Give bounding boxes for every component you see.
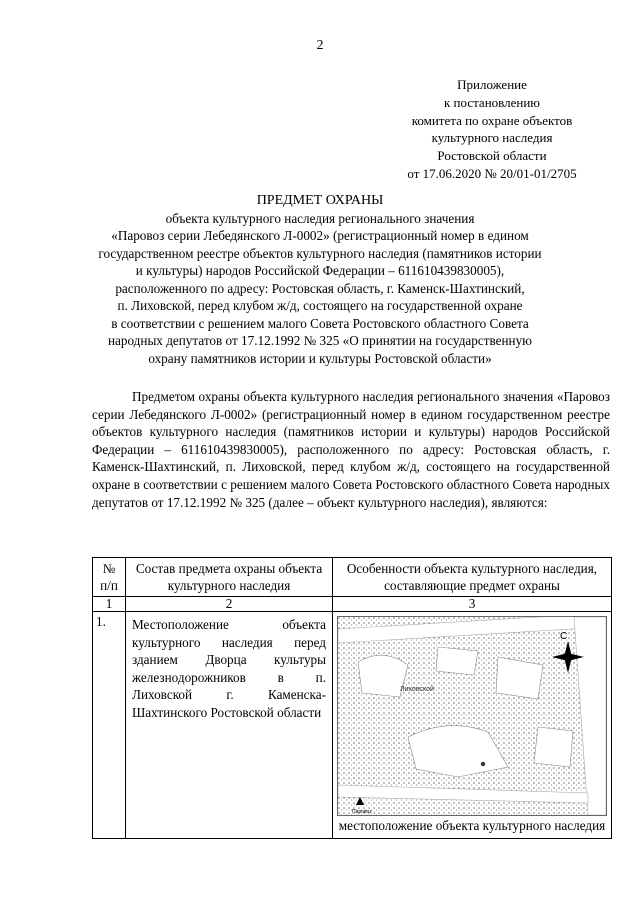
appendix-line: от 17.06.2020 № 20/01-01/2705 <box>407 165 577 181</box>
appendix-line: Приложение <box>457 77 527 92</box>
heading-line: расположенного по адресу: Ростовская область, г. Каменск-Шахтинский, <box>115 280 525 296</box>
compass-label: С <box>560 631 568 642</box>
row-number: 1. <box>93 612 126 839</box>
row-description: Местоположение объекта культурного наследия перед зданием Дворца культуры железнодорожников в п. Лиховской г. Каменска-Шахтинского Ростовской области <box>126 612 333 839</box>
appendix-block <box>368 76 616 183</box>
appendix-line: комитета по охране объектов <box>411 112 573 128</box>
appendix-line: культурного наследия <box>431 130 553 146</box>
page-number: 2 <box>316 38 324 53</box>
protection-subject-table <box>92 557 612 839</box>
heading-line: охрану памятников истории и культуры Ростовской области» <box>148 350 492 366</box>
body-paragraph: Предметом охраны объекта культурного наследия регионального значения «Паровоз серии Лебедянского Л-0002» (регистрационный номер в едином государственном реестре объектов культурного наследия (памятников истории и культуры) народов Российской Федерации – 611610439830005), расположенного по адресу: Ростовская область, г. Каменск-Шахтинский, п. Лиховской, перед клубом ж/д, состоящего на государственной охране в соответствии с решением малого Совета Ростовского областного Совета народных депутатов от 17.12.1992 № 325 (далее – объект культурного наследия), являются: <box>92 389 610 510</box>
column-number: 2 <box>126 597 333 612</box>
heading-line: народных депутатов от 17.12.1992 № 325 «О принятии на государственную <box>107 333 533 348</box>
appendix-line: Ростовской области <box>437 148 547 164</box>
appendix-line: к постановлению <box>443 94 541 110</box>
document-title: ПРЕДМЕТ ОХРАНЫ <box>256 193 384 208</box>
map-marker-icon <box>481 762 485 766</box>
document-heading <box>80 192 560 367</box>
heading-line: объекта культурного наследия регионального значения <box>165 210 475 226</box>
map-background <box>338 617 606 815</box>
column-number: 3 <box>333 597 612 612</box>
map-building <box>534 727 573 767</box>
heading-line: п. Лиховской, перед клубом ж/д, состоящего на государственной охране <box>117 298 523 313</box>
header-number: № п/п <box>93 558 126 597</box>
table-number-row <box>93 597 612 612</box>
map-label-settlement: Лиховской <box>400 686 434 693</box>
map-building <box>436 647 478 675</box>
heading-line: и культуры) народов Российской Федерации – 611610439830005), <box>135 263 505 278</box>
table-header-row <box>93 558 612 597</box>
header-features: Особенности объекта культурного наследия, составляющие предмет охраны <box>333 558 612 597</box>
heading-line: «Паровоз серии Лебедянского Л-0002» (регистрационный номер в едином <box>111 228 529 243</box>
map-caption: местоположение объекта культурного наследия <box>338 818 606 833</box>
row-map-cell <box>333 612 612 839</box>
header-composition: Состав предмета охраны объекта культурного наследия <box>126 558 333 597</box>
table-row <box>93 612 612 839</box>
map-label-object: Паровоз <box>352 809 372 815</box>
heading-line: государственном реестре объектов культурного наследия (памятников истории <box>98 245 542 261</box>
heading-line: в соответствии с решением малого Совета Ростовского областного Совета <box>111 315 529 331</box>
location-map <box>337 616 607 816</box>
column-number: 1 <box>93 597 126 612</box>
